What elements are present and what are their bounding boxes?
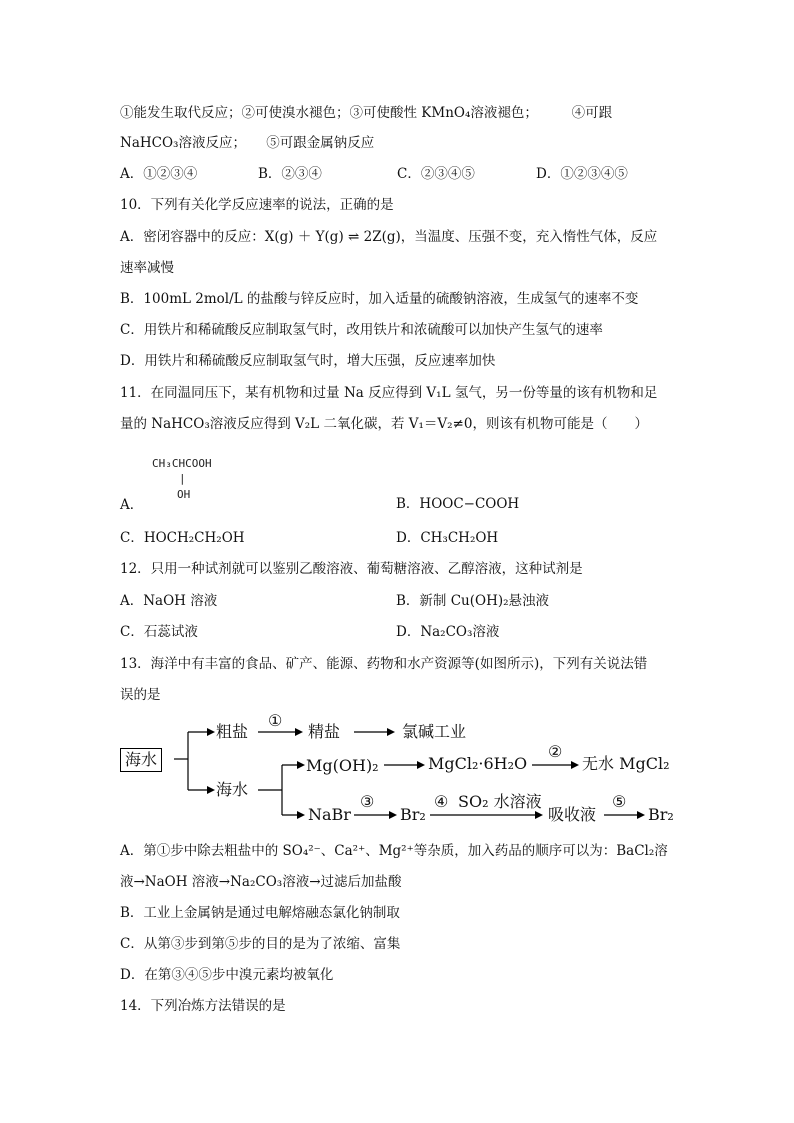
q12-option-c: C．石蕊试液 <box>120 624 198 640</box>
q10-option-a-line1: A．密闭容器中的反应：X(g) ＋ Y(g) ⇌ 2Z(g)，当温度、压强不变，充入惰性气体，反应 <box>120 229 658 245</box>
step-3-label: ③ <box>360 792 375 811</box>
q10-option-b: B．100mL 2mol/L 的盐酸与锌反应时，加入适量的硫酸钠溶液，生成氢气的速率不变 <box>120 291 639 307</box>
crude-salt: 粗盐 <box>216 722 249 741</box>
q13-stem-line1: 13．海洋中有丰富的食品、矿产、能源、药物和水产资源等(如图所示)，下列有关说法错 <box>120 656 648 672</box>
q9-option-d: D．①②③④⑤ <box>536 166 628 182</box>
q9-condition-line-1: ①能发生取代反应；②可使溴水褪色；③可使酸性 KMnO₄溶液褪色； ④可跟 <box>120 105 613 121</box>
absorption-liquid: 吸收液 <box>548 805 597 824</box>
q10-option-a-line2: 速率减慢 <box>120 260 174 276</box>
q13-stem-line2: 误的是 <box>120 687 161 703</box>
q10-option-d: D．用铁片和稀硫酸反应制取氢气时，增大压强，反应速率加快 <box>120 353 496 369</box>
q12-stem: 12．只用一种试剂就可以鉴别乙酸溶液、葡萄糖溶液、乙醇溶液，这种试剂是 <box>120 561 583 577</box>
anhydrous-mgcl2: 无水 MgCl₂ <box>582 754 670 773</box>
so2-solution: SO₂ 水溶液 <box>458 792 542 811</box>
q13-option-d: D．在第③④⑤步中溴元素均被氧化 <box>120 967 334 983</box>
q9-option-a: A．①②③④ <box>120 166 198 182</box>
q14-stem: 14．下列冶炼方法错误的是 <box>120 998 286 1014</box>
step-1-label: ① <box>268 711 283 730</box>
seawater-node: 海水 <box>216 780 249 799</box>
q9-option-b: B．②③④ <box>258 166 322 182</box>
fine-salt: 精盐 <box>308 722 341 741</box>
q11-option-c: C．HOCH₂CH₂OH <box>120 530 245 546</box>
q10-option-c: C．用铁片和稀硫酸反应制取氢气时，改用铁片和浓硫酸可以加快产生氢气的速率 <box>120 322 603 338</box>
lactic-acid-formula-top: CH₃CHCOOH <box>152 457 212 470</box>
q13-option-b: B．工业上金属钠是通过电解熔融态氯化钠制取 <box>120 905 400 921</box>
q11-stem-line1: 11．在同温同压下，某有机物和过量 Na 反应得到 V₁L 氢气，另一份等量的该有机物和足 <box>120 385 658 401</box>
br2-first: Br₂ <box>400 805 426 824</box>
q13-option-c: C．从第③步到第⑤步的目的是为了浓缩、富集 <box>120 936 401 952</box>
lactic-acid-formula-oh: OH <box>177 488 191 501</box>
q9-condition-line-2: NaHCO₃溶液反应； ⑤可跟金属钠反应 <box>120 135 375 151</box>
q12-option-a: A．NaOH 溶液 <box>120 593 218 609</box>
chlor-alkali-industry: 氯碱工业 <box>402 722 467 741</box>
q12-option-b: B．新制 Cu(OH)₂悬浊液 <box>396 593 550 609</box>
nabr: NaBr <box>308 805 351 824</box>
lactic-acid-bond: | <box>179 472 186 485</box>
seawater-box: 海水 <box>120 748 162 772</box>
q12-option-d: D．Na₂CO₃溶液 <box>396 624 500 640</box>
q11-option-d: D．CH₃CH₂OH <box>396 530 499 546</box>
mgcl2-hexahydrate: MgCl₂·6H₂O <box>428 754 528 773</box>
q9-option-c: C．②③④⑤ <box>397 166 475 182</box>
q13-option-a-line2: 液→NaOH 溶液→Na₂CO₃溶液→过滤后加盐酸 <box>120 874 402 890</box>
br2-second: Br₂ <box>648 805 674 824</box>
mg-oh-2: Mg(OH)₂ <box>306 756 379 775</box>
q11-option-b: B．HOOC−COOH <box>396 496 520 512</box>
step-4-label: ④ <box>434 792 449 811</box>
q11-option-a: A． <box>120 497 144 513</box>
q11-stem-line2: 量的 NaHCO₃溶液反应得到 V₂L 二氧化碳，若 V₁＝V₂≠0，则该有机物可能是（ ） <box>120 416 648 432</box>
q10-stem: 10．下列有关化学反应速率的说法，正确的是 <box>120 197 394 213</box>
q13-option-a-line1: A．第①步中除去粗盐中的 SO₄²⁻、Ca²⁺、Mg²⁺等杂质，加入药品的顺序可以为：BaCl₂溶 <box>120 843 668 859</box>
step-2-label: ② <box>548 742 563 761</box>
step-5-label: ⑤ <box>612 792 627 811</box>
